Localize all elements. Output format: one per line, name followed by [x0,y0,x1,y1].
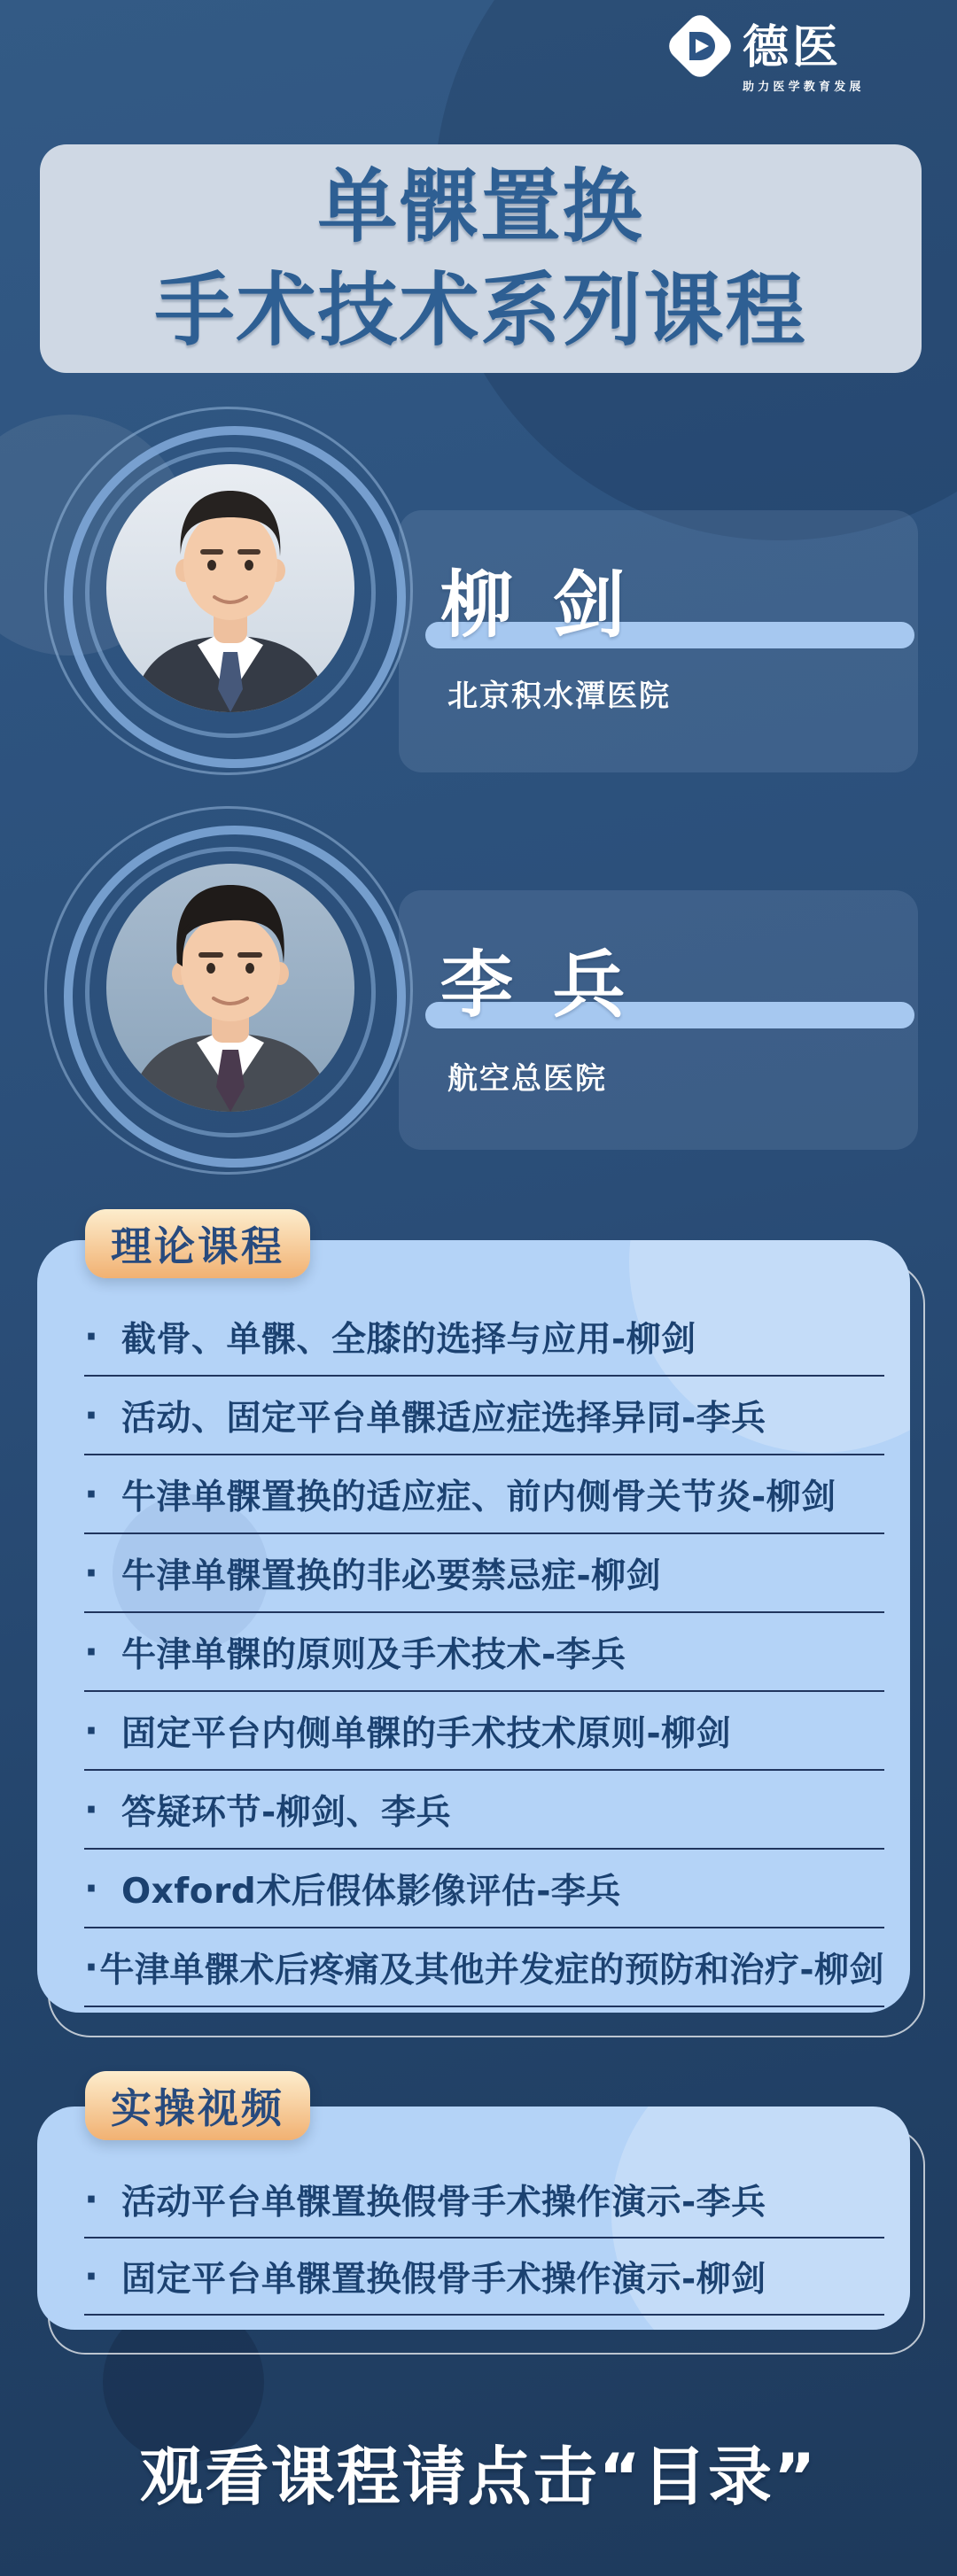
title-banner [40,144,922,373]
course-title: 牛津单髁置换的适应症、前内侧骨关节炎-柳剑 [121,1477,836,1517]
practice-badge-label: 实操视频 [111,2084,284,2132]
course-title: 截骨、单髁、全膝的选择与应用-柳剑 [121,1319,696,1360]
practice-section-badge [85,2071,310,2140]
bullet-dot: · [84,1944,98,1989]
course-list-item [84,1455,884,1534]
course-list-item [84,1377,884,1455]
page-title-line2: 手术技术系列课程 [154,264,807,357]
bullet-dot: · [84,1314,98,1358]
course-list-item [84,1771,884,1850]
theory-course-list [84,1298,884,2007]
doctor-photo [106,464,354,712]
bullet-dot: · [84,1550,98,1594]
course-title: 活动、固定平台单髁适应症选择异同-李兵 [121,1398,766,1439]
video-list-item [84,2161,884,2238]
brand-tagline: 助力医学教育发展 [743,81,865,94]
brand-logo [665,12,865,94]
bullet-dot: · [84,1787,98,1831]
doctor-portrait-illustration [106,864,354,1112]
course-title: 牛津单髁置换的非必要禁忌症-柳剑 [121,1556,662,1596]
course-title: 固定平台内侧单髁的手术技术原则-柳剑 [121,1713,732,1754]
footer-cta-text: 观看课程请点击“目录” [139,2440,818,2514]
bullet-dot: · [84,1393,98,1437]
deyi-logo-icon [665,12,735,80]
bullet-dot: · [84,2176,98,2221]
page-title-line1: 单髁置换 [317,160,644,253]
bullet-dot: · [84,1471,98,1516]
theory-badge-label: 理论课程 [111,1222,284,1270]
video-title: 固定平台单髁置换假骨手术操作演示-柳剑 [121,2259,766,2300]
course-list-item [84,1928,884,2007]
course-list-item [84,1298,884,1377]
course-list-item [84,1613,884,1692]
course-title: 牛津单髁术后疼痛及其他并发症的预防和治疗-柳剑 [99,1950,884,1990]
doctor-photo [106,864,354,1112]
doctor-hospital: 北京积水潭医院 [447,679,671,714]
theory-course-card [37,1240,910,2013]
course-title: 答疑环节-柳剑、李兵 [121,1792,452,1833]
brand-name: 德医 [743,21,843,74]
course-list-item [84,1850,884,1928]
bullet-dot: · [84,1708,98,1752]
doctor-hospital: 航空总医院 [447,1061,607,1097]
theory-section-badge [85,1209,310,1278]
course-list-item [84,1692,884,1771]
doctor-name: 柳 剑 [440,563,633,648]
bullet-dot: · [84,1629,98,1673]
footer-cta [0,2425,957,2518]
course-title: 牛津单髁的原则及手术技术-李兵 [121,1634,626,1675]
course-list-item [84,1534,884,1613]
video-list-item [84,2238,884,2316]
course-title: Oxford术后假体影像评估-李兵 [121,1871,621,1912]
bullet-dot: · [84,2254,98,2298]
video-title: 活动平台单髁置换假骨手术操作演示-李兵 [121,2182,766,2223]
bullet-dot: · [84,1866,98,1910]
practice-video-list [84,2161,884,2316]
doctor-name: 李 兵 [440,943,633,1028]
doctor-portrait-illustration [106,464,354,712]
